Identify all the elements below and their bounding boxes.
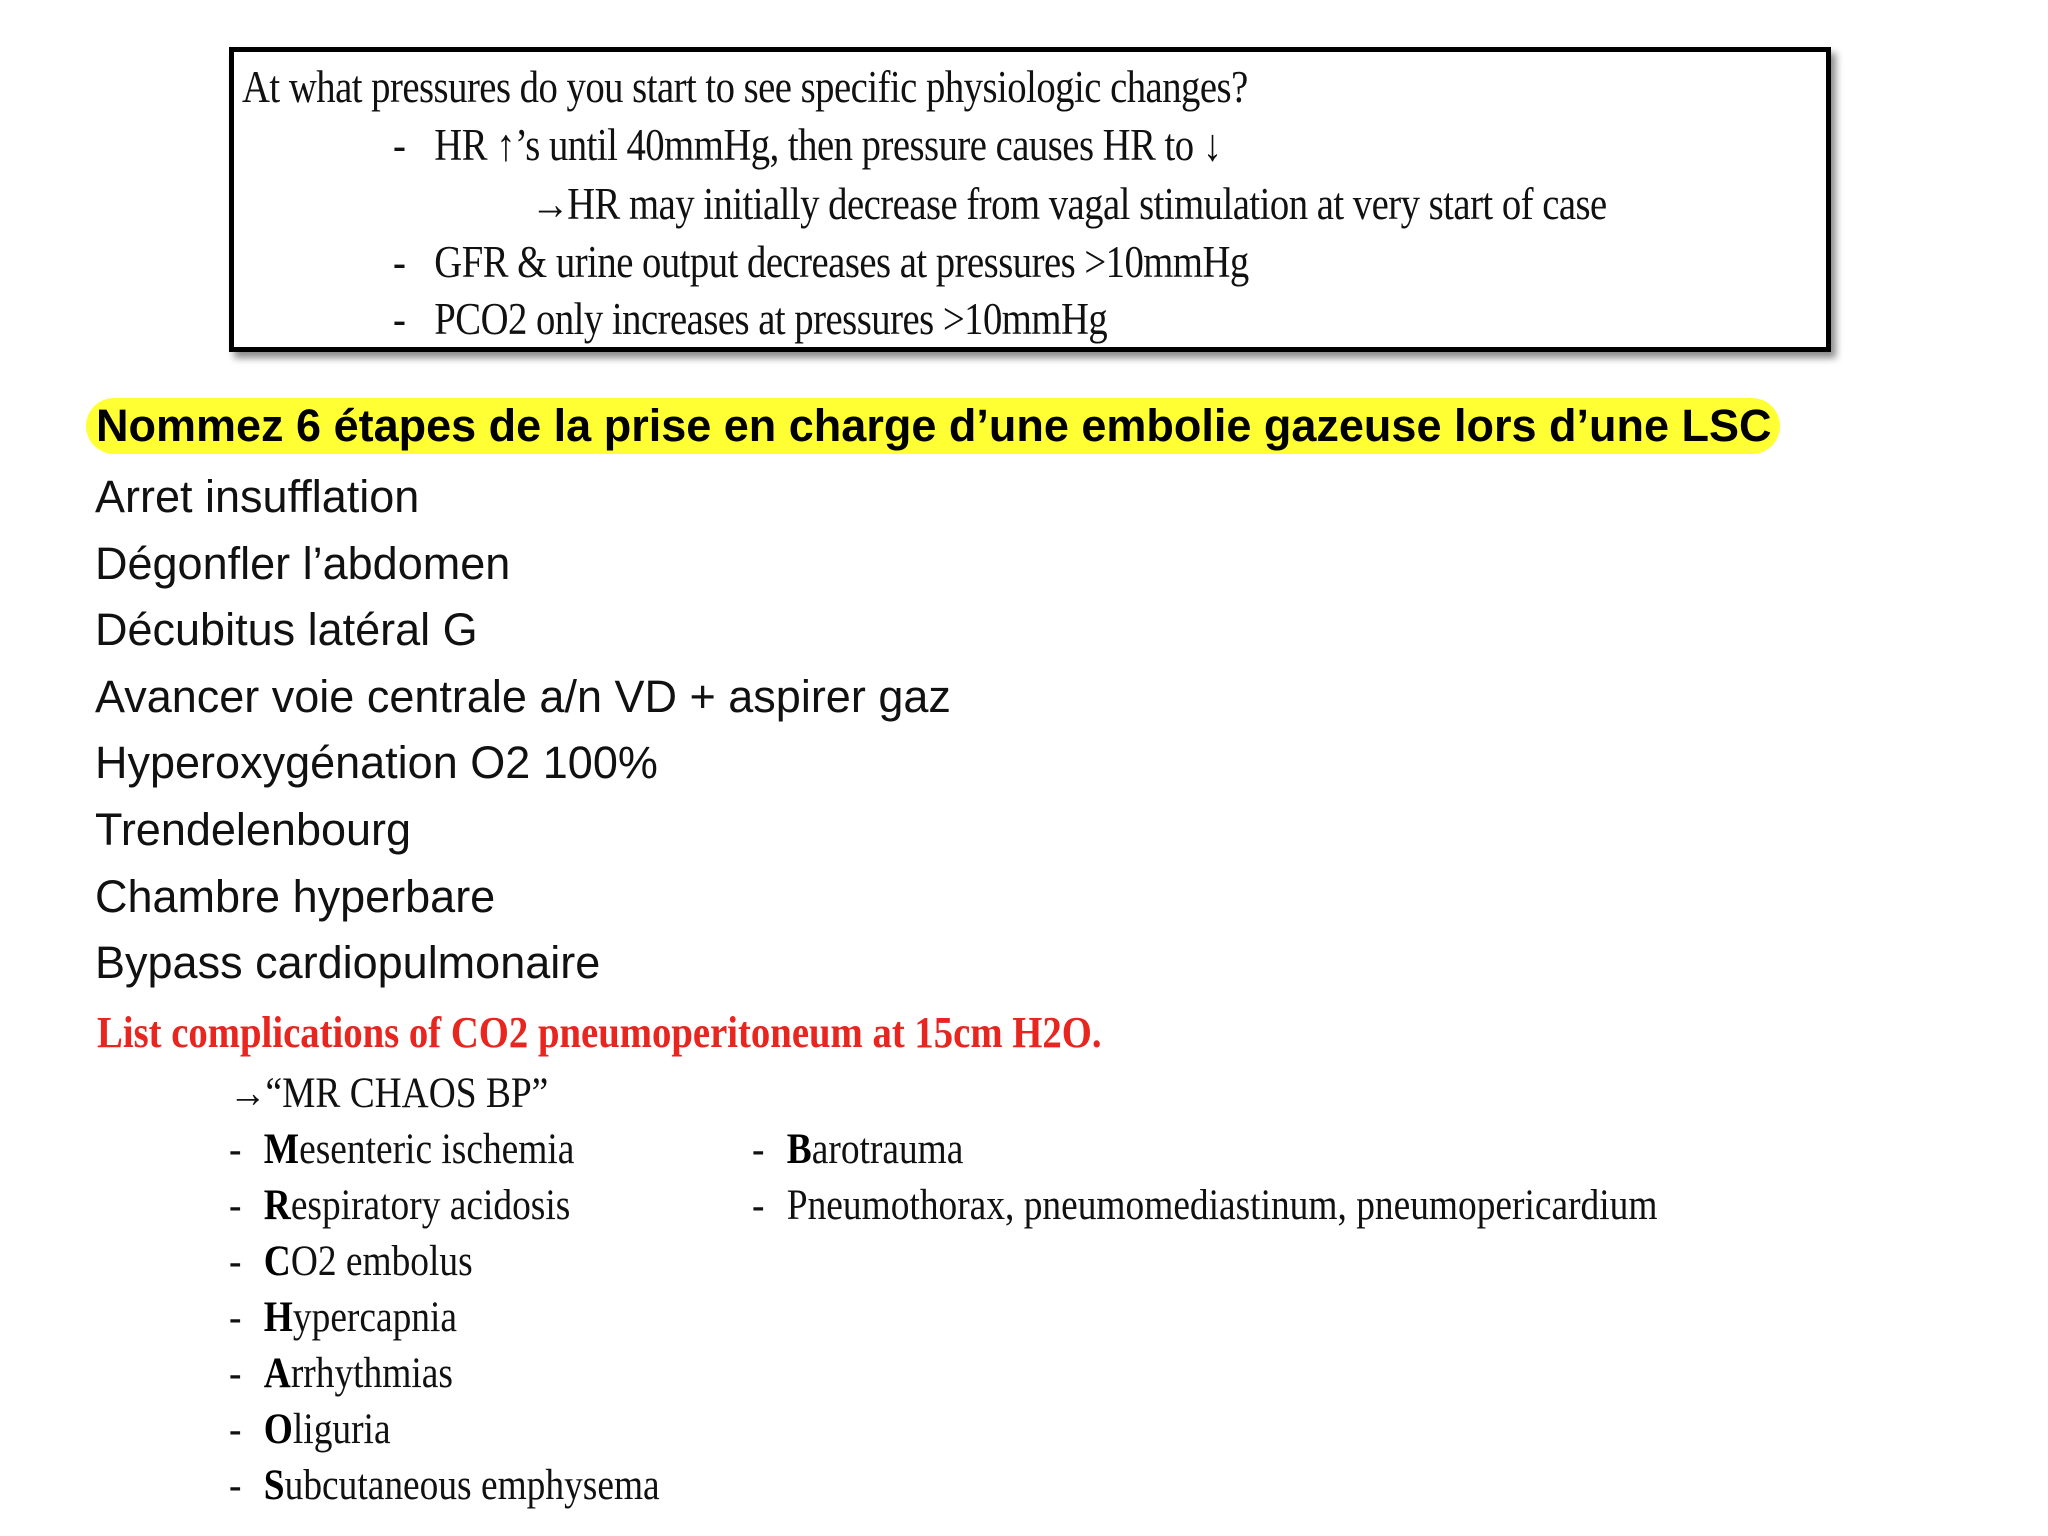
pco2-bullet-text: PCO2 only increases at pressures >10mmHg <box>434 294 1108 344</box>
complication-item <box>229 1402 391 1458</box>
list-item: Chambre hyperbare <box>95 870 496 922</box>
complication-text: ubcutaneous emphysema <box>284 1462 660 1509</box>
complication-text: rrhythmias <box>290 1350 453 1397</box>
list-item: Trendelenbourg <box>95 803 412 855</box>
mnemonic-initial: A <box>263 1350 291 1397</box>
list-item: Avancer voie centrale a/n VD + aspirer gaz <box>95 670 951 722</box>
complication-text: ypercapnia <box>292 1294 457 1341</box>
mnemonic-initial: B <box>786 1126 812 1173</box>
mnemonic-initial: O <box>263 1406 293 1453</box>
mnemonic-line <box>229 1066 548 1122</box>
list-item: Arret insufflation <box>95 471 420 522</box>
complication-text: liguria <box>292 1406 391 1453</box>
physiology-box <box>229 47 1831 352</box>
mnemonic-initial: M <box>263 1126 300 1173</box>
vagal-subbullet-text: HR may initially decrease from vagal stimulation at very start of case <box>567 179 1607 229</box>
mnemonic-initial: R <box>263 1182 291 1229</box>
complication-item <box>752 1178 1657 1234</box>
list-item: Bypass cardiopulmonaire <box>95 937 601 989</box>
mnemonic-initial: H <box>263 1294 293 1341</box>
complications-question-heading: List complications of CO2 pneumoperitoneum at 15cm H2O. <box>97 1008 1102 1057</box>
mnemonic-initial: C <box>263 1238 291 1285</box>
complication-item <box>229 1234 473 1290</box>
bullet-dash: - <box>393 120 406 170</box>
bullet-dash: - <box>229 1182 242 1229</box>
french-question-heading: Nommez 6 étapes de la prise en charge d’une embolie gazeuse lors d’une LSC <box>86 398 1780 454</box>
complication-text: O2 embolus <box>290 1238 473 1285</box>
bullet-dash: - <box>393 237 406 287</box>
mnemonic-initial: S <box>263 1462 285 1509</box>
complication-text: arotrauma <box>811 1126 964 1173</box>
bullet-dash: - <box>752 1126 765 1173</box>
bullet-dash: - <box>229 1126 242 1173</box>
physiology-question: At what pressures do you start to see specific physiologic changes? <box>242 62 1248 112</box>
bullet-dash: - <box>229 1350 242 1397</box>
hr-bullet-text: HR ↑’s until 40mmHg, then pressure causes HR to ↓ <box>434 120 1222 170</box>
right-arrow-icon: → <box>531 179 570 229</box>
pco2-bullet <box>393 290 1107 348</box>
complication-item <box>229 1122 574 1178</box>
vagal-subbullet <box>531 175 1607 233</box>
complication-item <box>752 1122 963 1178</box>
list-item: Décubitus latéral G <box>95 604 478 656</box>
list-item: Dégonfler l’abdomen <box>95 537 511 589</box>
list-item: Hyperoxygénation O2 100% <box>95 737 658 789</box>
bullet-dash: - <box>752 1182 765 1229</box>
bullet-dash: - <box>393 294 406 344</box>
hr-bullet <box>393 116 1222 174</box>
complication-item <box>229 1346 453 1402</box>
gfr-bullet-text: GFR & urine output decreases at pressures >10mmHg <box>434 237 1249 287</box>
bullet-dash: - <box>229 1294 242 1341</box>
complication-item <box>229 1178 570 1234</box>
right-arrow-icon: → <box>229 1070 267 1117</box>
mnemonic-text: “MR CHAOS BP” <box>265 1070 549 1117</box>
complication-text: esenteric ischemia <box>299 1126 575 1173</box>
complication-text: espiratory acidosis <box>290 1182 571 1229</box>
gfr-bullet <box>393 233 1249 291</box>
complication-item <box>229 1290 457 1346</box>
french-answer-list <box>95 464 951 997</box>
complication-item <box>229 1458 660 1514</box>
bullet-dash: - <box>229 1406 242 1453</box>
bullet-dash: - <box>229 1462 242 1509</box>
bullet-dash: - <box>229 1238 242 1285</box>
complication-text: Pneumothorax, pneumomediastinum, pneumopericardium <box>786 1182 1658 1229</box>
